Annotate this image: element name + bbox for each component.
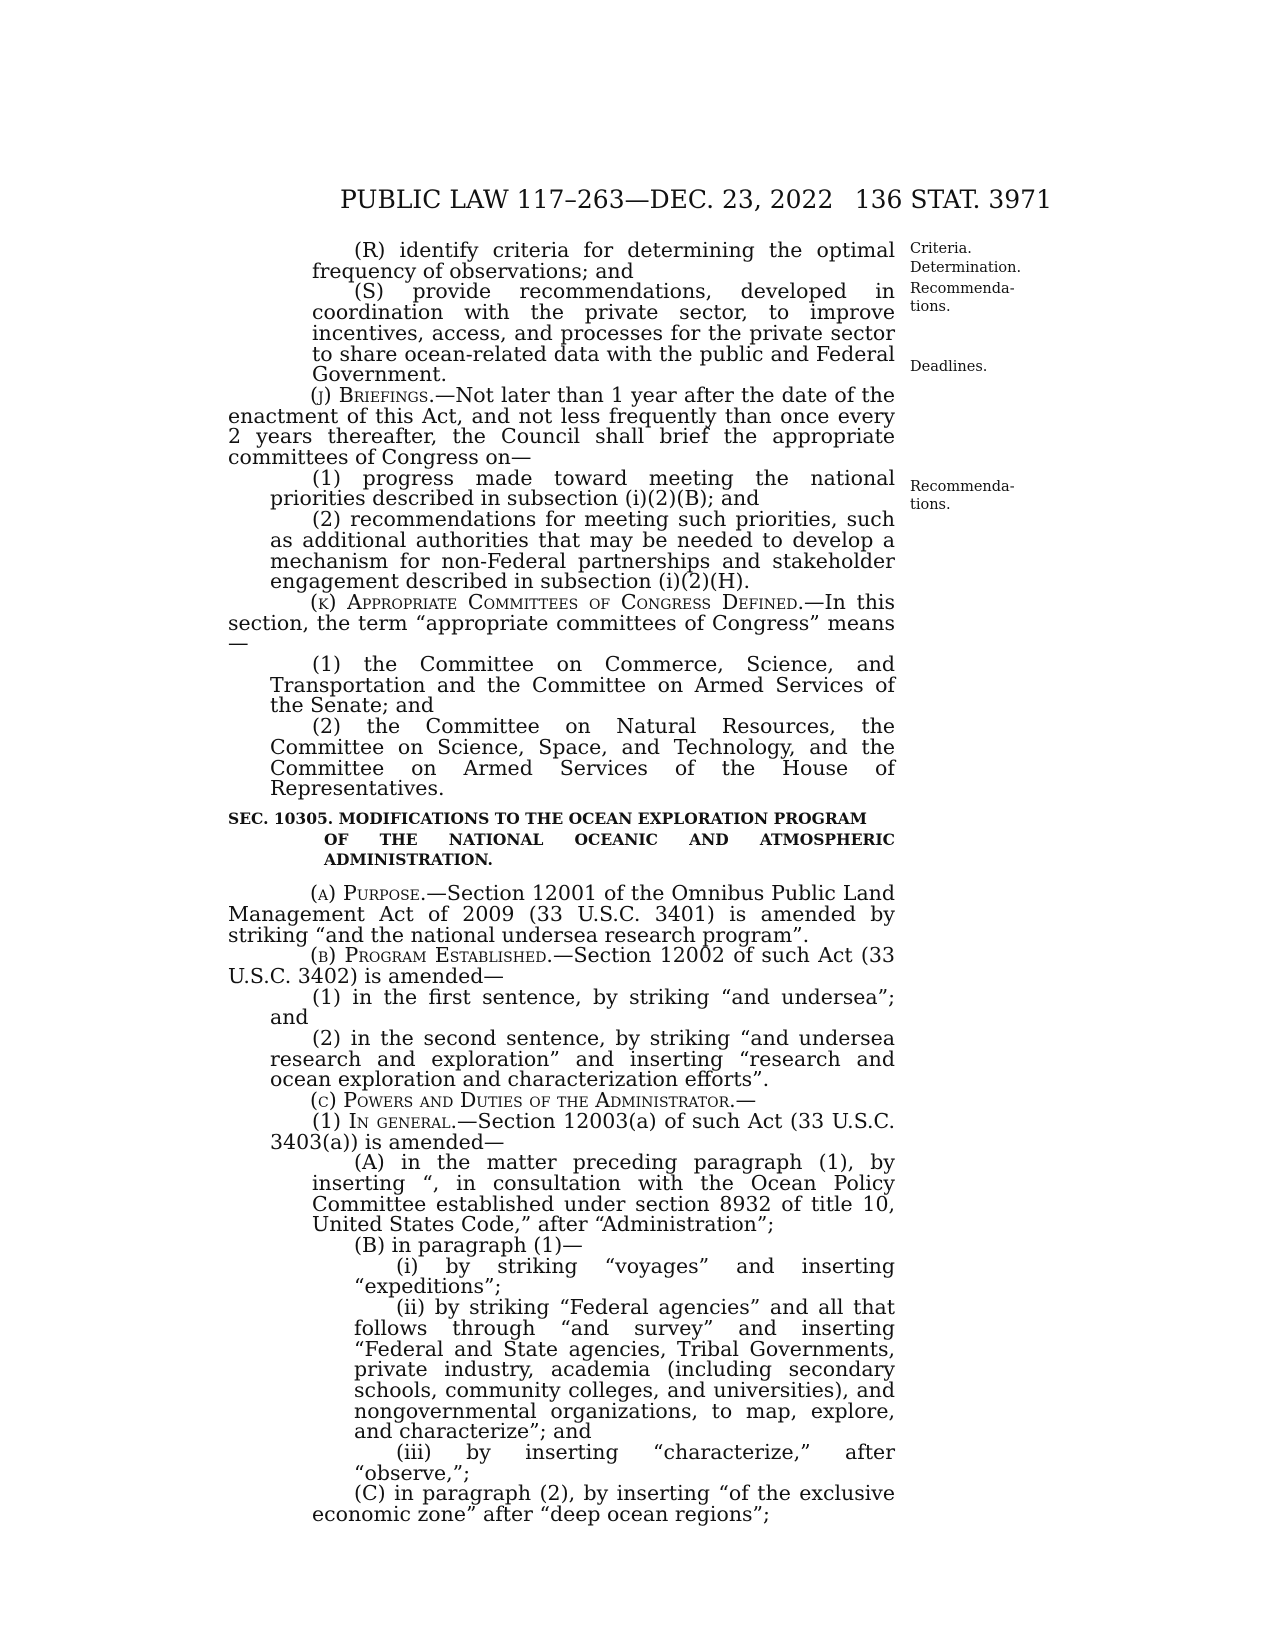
section-heading (228, 809, 895, 871)
paragraph-k1: (1) the Committee on Commerce, Science, and Transportation and the Committee on Armed Services of the Senate; and (270, 652, 895, 718)
paragraph-j2: (2) recommendations for meeting such priorities, such as additional authorities that may be needed to develop a mechanism for non-Federal partnerships and stakeholder engagement described in subsection (i)(2)(H). (270, 507, 895, 594)
subsection-b (228, 945, 895, 986)
margin-note-recommendations-1: Recommenda-tions. (910, 281, 1015, 315)
subsection-j (228, 382, 896, 470)
paragraph-cA: (A) in the matter preceding paragraph (1), by inserting “, in consultation with the Ocean Policy Committee established under section 8932 of title 10, United States Code,” after “Administration”; (312, 1150, 895, 1237)
subsection-b-heading: (b) Program Established. (310, 943, 553, 968)
section-heading-line1: SEC. 10305. MODIFICATIONS TO THE OCEAN EXPLORATION PROGRAM (228, 808, 867, 828)
subsection-a-heading: (a) Purpose. (310, 881, 427, 906)
paragraph-j1: (1) progress made toward meeting the national priorities described in subsection (i)(2)(B); and (270, 465, 895, 511)
subsection-c (228, 1090, 895, 1111)
paragraph-cBiii: (iii) by inserting “characterize,” after “observe,”; (354, 1440, 895, 1485)
paragraph-S: (S) provide recommendations, developed in coordination with the private sector, to improve incentives, access, and processes for the private sector to share ocean-related data with the public and Federal Government. (312, 279, 895, 387)
paragraph-R: (R) identify criteria for determining the optimal frequency of observations; and (312, 238, 895, 283)
subsection-j-heading: (j) Briefings. (310, 382, 435, 407)
paragraph-cBii: (ii) by striking “Federal agencies” and all that follows through “and survey” and inserting “Federal and State agencies, Tribal Governments, private industry, academia (including secondary schools, community colleges, and universities), and nongovernmental organizations, to map, explore, and characterize”; and (354, 1295, 895, 1444)
paragraph-cBi: (i) by striking “voyages” and inserting “expeditions”; (354, 1253, 895, 1299)
margin-note-criteria: Criteria. (910, 241, 972, 257)
page-header (340, 180, 1052, 220)
subsection-c-heading: (c) Powers and Duties of the Administrator. (310, 1088, 736, 1113)
paragraph-cB: (B) in paragraph (1)— (354, 1233, 583, 1258)
subsection-j-text: —Not later than 1 year after the date of the enactment of this Act, and not less frequently than once every 2 years thereafter, the Council shall brief the appropriate committees of Congress on— (228, 382, 896, 470)
paragraph-k2: (2) the Committee on Natural Resources, the Committee on Science, Space, and Technology, and the Committee on Armed Services of the House of Representatives. (270, 714, 895, 801)
paragraph-c1 (270, 1108, 895, 1154)
subsection-k (228, 589, 895, 656)
subsection-k-text: —In this section, the term “appropriate committees of Congress” means— (228, 589, 895, 656)
paragraph-b2: (2) in the second sentence, by striking “and undersea research and exploration” and inserting “research and ocean exploration and characterization efforts”. (270, 1026, 895, 1092)
paragraph-cC: (C) in paragraph (2), by inserting “of the exclusive economic zone” after “deep ocean regions”; (312, 1481, 895, 1527)
subsection-c-text: — (735, 1088, 757, 1113)
statute-page-number: 136 STAT. 3971 (854, 185, 1052, 214)
paragraph-b1: (1) in the first sentence, by striking “and undersea”; and (270, 984, 895, 1030)
margin-note-determination: Determination. (910, 260, 1022, 276)
section-heading-continuation: OF THE NATIONAL OCEANIC AND ATMOSPHERIC ADMINISTRATION. (324, 829, 895, 870)
subsection-a (228, 883, 895, 945)
body-text (228, 240, 895, 1525)
running-title: PUBLIC LAW 117–263—DEC. 23, 2022 (340, 185, 834, 214)
margin-note-recommendations-2: Recommenda-tions. (910, 479, 1015, 513)
paragraph-c1-text: —Section 12003(a) of such Act (33 U.S.C. 3403(a)) is amended— (270, 1108, 895, 1154)
subsection-b-text: —Section 12002 of such Act (33 U.S.C. 3402) is amended— (228, 943, 895, 988)
paragraph-c1-heading: (1) In general. (312, 1108, 458, 1133)
subsection-k-heading: (k) Appropriate Committees of Congress Defined. (310, 589, 804, 614)
margin-note-deadlines: Deadlines. (910, 359, 988, 375)
subsection-a-text: —Section 12001 of the Omnibus Public Land Management Act of 2009 (33 U.S.C. 3401) is amended by striking “and the national undersea research program”. (228, 881, 895, 947)
